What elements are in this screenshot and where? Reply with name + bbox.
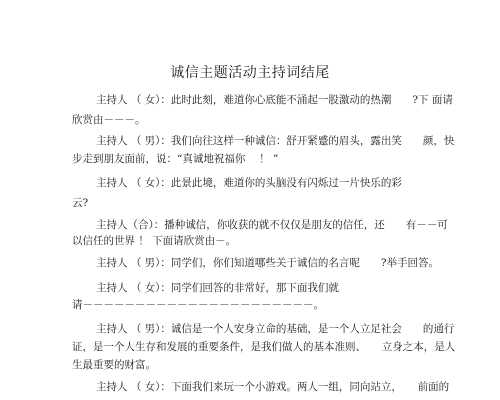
paragraph-line: 主持人 （ 女）：此时此刻，难道你心底能不涌起一股激动的热潮 ?下 面请 bbox=[96, 94, 453, 106]
paragraph-line: 主持人 （ 男）：同学们，你们知道哪些关于诚信的名言呢 ?举手回答。 bbox=[96, 257, 440, 269]
document-title: 诚信主题活动主持词结尾 bbox=[170, 65, 330, 81]
paragraph-line: 以信任的世界 ！ 下面请欣赏由－。 bbox=[72, 235, 237, 247]
paragraph-line: 证，是一个人生存和发展的重要条件，是我们做人的基本准则、 立身之本，是人 bbox=[72, 341, 456, 353]
paragraph-line: 请－－－－－－－－－－－－－－－－－－－－－－。 bbox=[72, 299, 324, 311]
paragraph-line: 主持人 （ 男）：诚信是一个人安身立命的基础，是一个人立足社会 的通行 bbox=[96, 323, 455, 335]
paragraph-line: 主持人 （ 女）：此景此境，难道你的头脑没有闪烁过一片快乐的彩 bbox=[96, 177, 402, 189]
paragraph-line: 云? bbox=[72, 197, 89, 209]
paragraph-line: 欣赏由－－－。 bbox=[72, 114, 146, 126]
paragraph-line: 主持人 （ 女）：同学们回答的非常好，那下面我们就 bbox=[96, 282, 339, 294]
paragraph-line: 主持人 （ 男）：我们向往这样一种诚信：舒开紧蹙的眉头，露出笑 颜，快 bbox=[96, 135, 455, 147]
paragraph-line: 主持人 （ 女）：下面我们来玩一个小游戏。两人一组，同向站立， 前面的 bbox=[96, 381, 450, 393]
paragraph-line: 主持人（合）：播种诚信，你收获的就不仅仅是朋友的信任，还 有－－可 bbox=[96, 219, 448, 231]
paragraph-line: 步走到朋友面前，说：“真诚地祝福你 ！ ” bbox=[72, 153, 279, 165]
paragraph-line: 生最重要的财富。 bbox=[72, 359, 156, 371]
